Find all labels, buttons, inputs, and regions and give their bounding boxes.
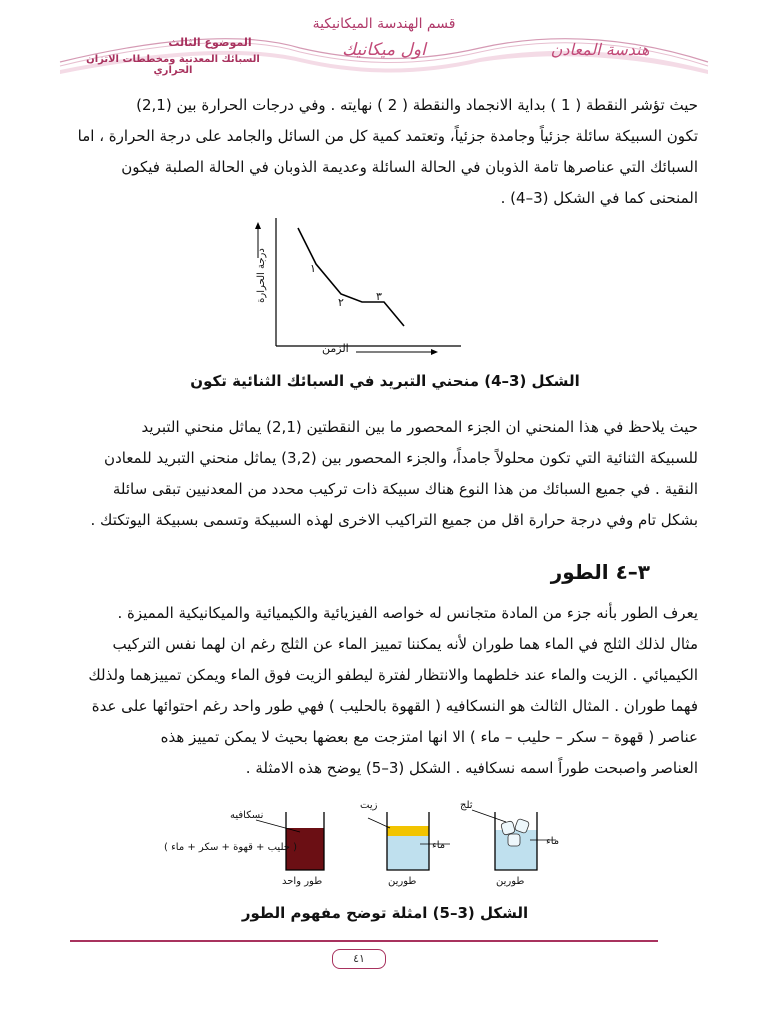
- water-label-1: ماء: [432, 840, 446, 851]
- nescafe-label: نسكافيه: [230, 810, 264, 821]
- cooling-curve-line: [298, 228, 404, 326]
- text-line: للسبيكة الثنائية التي تكون محلولاً جامداً، والجزء المحصور بين (3,2) يماثل منحني التبريد للمعادن: [104, 449, 698, 467]
- section-heading-phase: ٣–٤ الطور: [550, 560, 650, 584]
- text-line: مثال لذلك الثلج في الماء هما طوران لأنه يمكننا تمييز الماء عن الثلج رغم ان لهما نفس التركيب: [112, 635, 698, 653]
- x-arrow-head: [431, 349, 438, 355]
- text-line: يعرف الطور بأنه جزء من المادة متجانس له خواصه الفيزيائية والكيميائية والميكانيكية المميزة .: [117, 604, 698, 622]
- two-phases-label-2: طورين: [496, 876, 525, 887]
- ice-cube: [508, 834, 520, 846]
- text-line: عناصر ( قهوة – سكر – حليب – ماء ) الا انها امتزجت مع بعضها بحيث لا يمكن تمييز هذه: [160, 728, 698, 746]
- stage-title: اول ميكانيك: [342, 40, 426, 60]
- water-layer-1: [387, 836, 429, 870]
- text-line: بشكل تام وفي درجة حرارة اقل من جميع التراكيب الاخرى لهذه السبيكة وتسمى بسبيكة اليوتكتك .: [90, 511, 698, 529]
- topic-title: الموضوع الثالث: [168, 36, 252, 49]
- figure-5-caption: الشكل (3–5) امثلة توضح مفهوم الطور: [241, 904, 529, 922]
- two-phases-label-1: طورين: [388, 876, 417, 887]
- topic-subtitle: السبائك المعدنية ومخططات الاتزان الحراري: [86, 54, 260, 76]
- paragraph-phase-definition: [66, 598, 698, 784]
- text-line: العناصر واصبحت طوراً اسمه نسكافيه . الشكل (3–5) يوضح هذه الامثلة .: [245, 759, 698, 777]
- oil-label: زيت: [360, 800, 378, 811]
- figure-4-caption: الشكل (3–4) منحني التبريد في السبائك الثنائية تكون: [190, 372, 580, 390]
- x-axis-label: الزمن: [322, 342, 349, 355]
- paragraph-intro: [66, 90, 698, 214]
- text-line: النقية . في جميع السبائك من هذا النوع هناك سبيكة ذات تركيب محدد من المعدنيين تبقى سائلة: [112, 480, 698, 498]
- y-axis-label: درجة الحرارة: [255, 248, 267, 303]
- point-1-label: ١: [310, 262, 316, 275]
- ice-cube: [501, 821, 516, 836]
- branch-title: هندسة المعادن: [550, 40, 650, 59]
- oil-layer: [387, 826, 429, 836]
- ice-pointer: [472, 810, 506, 822]
- page-number: ٤١: [332, 949, 386, 969]
- text-line: الكيميائي . الزيت والماء عند خلطهما والانتظار لفترة ليطفو الزيت فوق الماء ويمكن تمييزهما ولذلك: [88, 666, 698, 684]
- text-line: تكون السبيكة سائلة جزئياً وجامدة جزئياً، وتعتمد كمية كل من السائل والجامد على درجة الحرارة ، اما: [77, 127, 698, 145]
- phase-examples-figure: [150, 800, 610, 900]
- cooling-curve-figure: [236, 216, 466, 366]
- department-title: قسم الهندسة الميكانيكية: [312, 16, 456, 32]
- paragraph-eutectic: [66, 412, 698, 536]
- page-header: [0, 0, 768, 80]
- ice-label: ثلج: [460, 800, 473, 811]
- text-line: حيث تؤشر النقطة ( 1 ) بداية الانجماد والنقطة ( 2 ) نهايته . وفي درجات الحرارة بين (2,1): [136, 96, 698, 114]
- text-line: المنحنى كما في الشكل (3–4) .: [500, 189, 698, 207]
- nescafe-contents-label: ( حليب + قهوة + سكر + ماء ): [164, 842, 298, 853]
- text-line: حيث يلاحظ في هذا المنحني ان الجزء المحصور ما بين النقطتين (2,1) يماثل منحني التبريد: [141, 418, 698, 436]
- cooling-curve-svg: [236, 216, 466, 366]
- point-3-label: ٣: [376, 290, 382, 303]
- y-arrow-head: [255, 222, 261, 229]
- nescafe-pointer: [256, 820, 300, 832]
- water-label-2: ماء: [546, 836, 560, 847]
- text-line: فهما طوران . المثال الثالث هو النسكافيه ( القهوة بالحليب ) فهي طور واحد رغم احتوائها على عدة: [91, 697, 698, 715]
- text-line: السبائك التي عناصرها تامة الذوبان في الحالة السائلة وعديمة الذوبان في الحالة الصلبة فيكون: [121, 158, 698, 176]
- point-2-label: ٢: [338, 296, 344, 309]
- footer-divider: [70, 940, 658, 942]
- one-phase-label: طور واحد: [282, 876, 323, 887]
